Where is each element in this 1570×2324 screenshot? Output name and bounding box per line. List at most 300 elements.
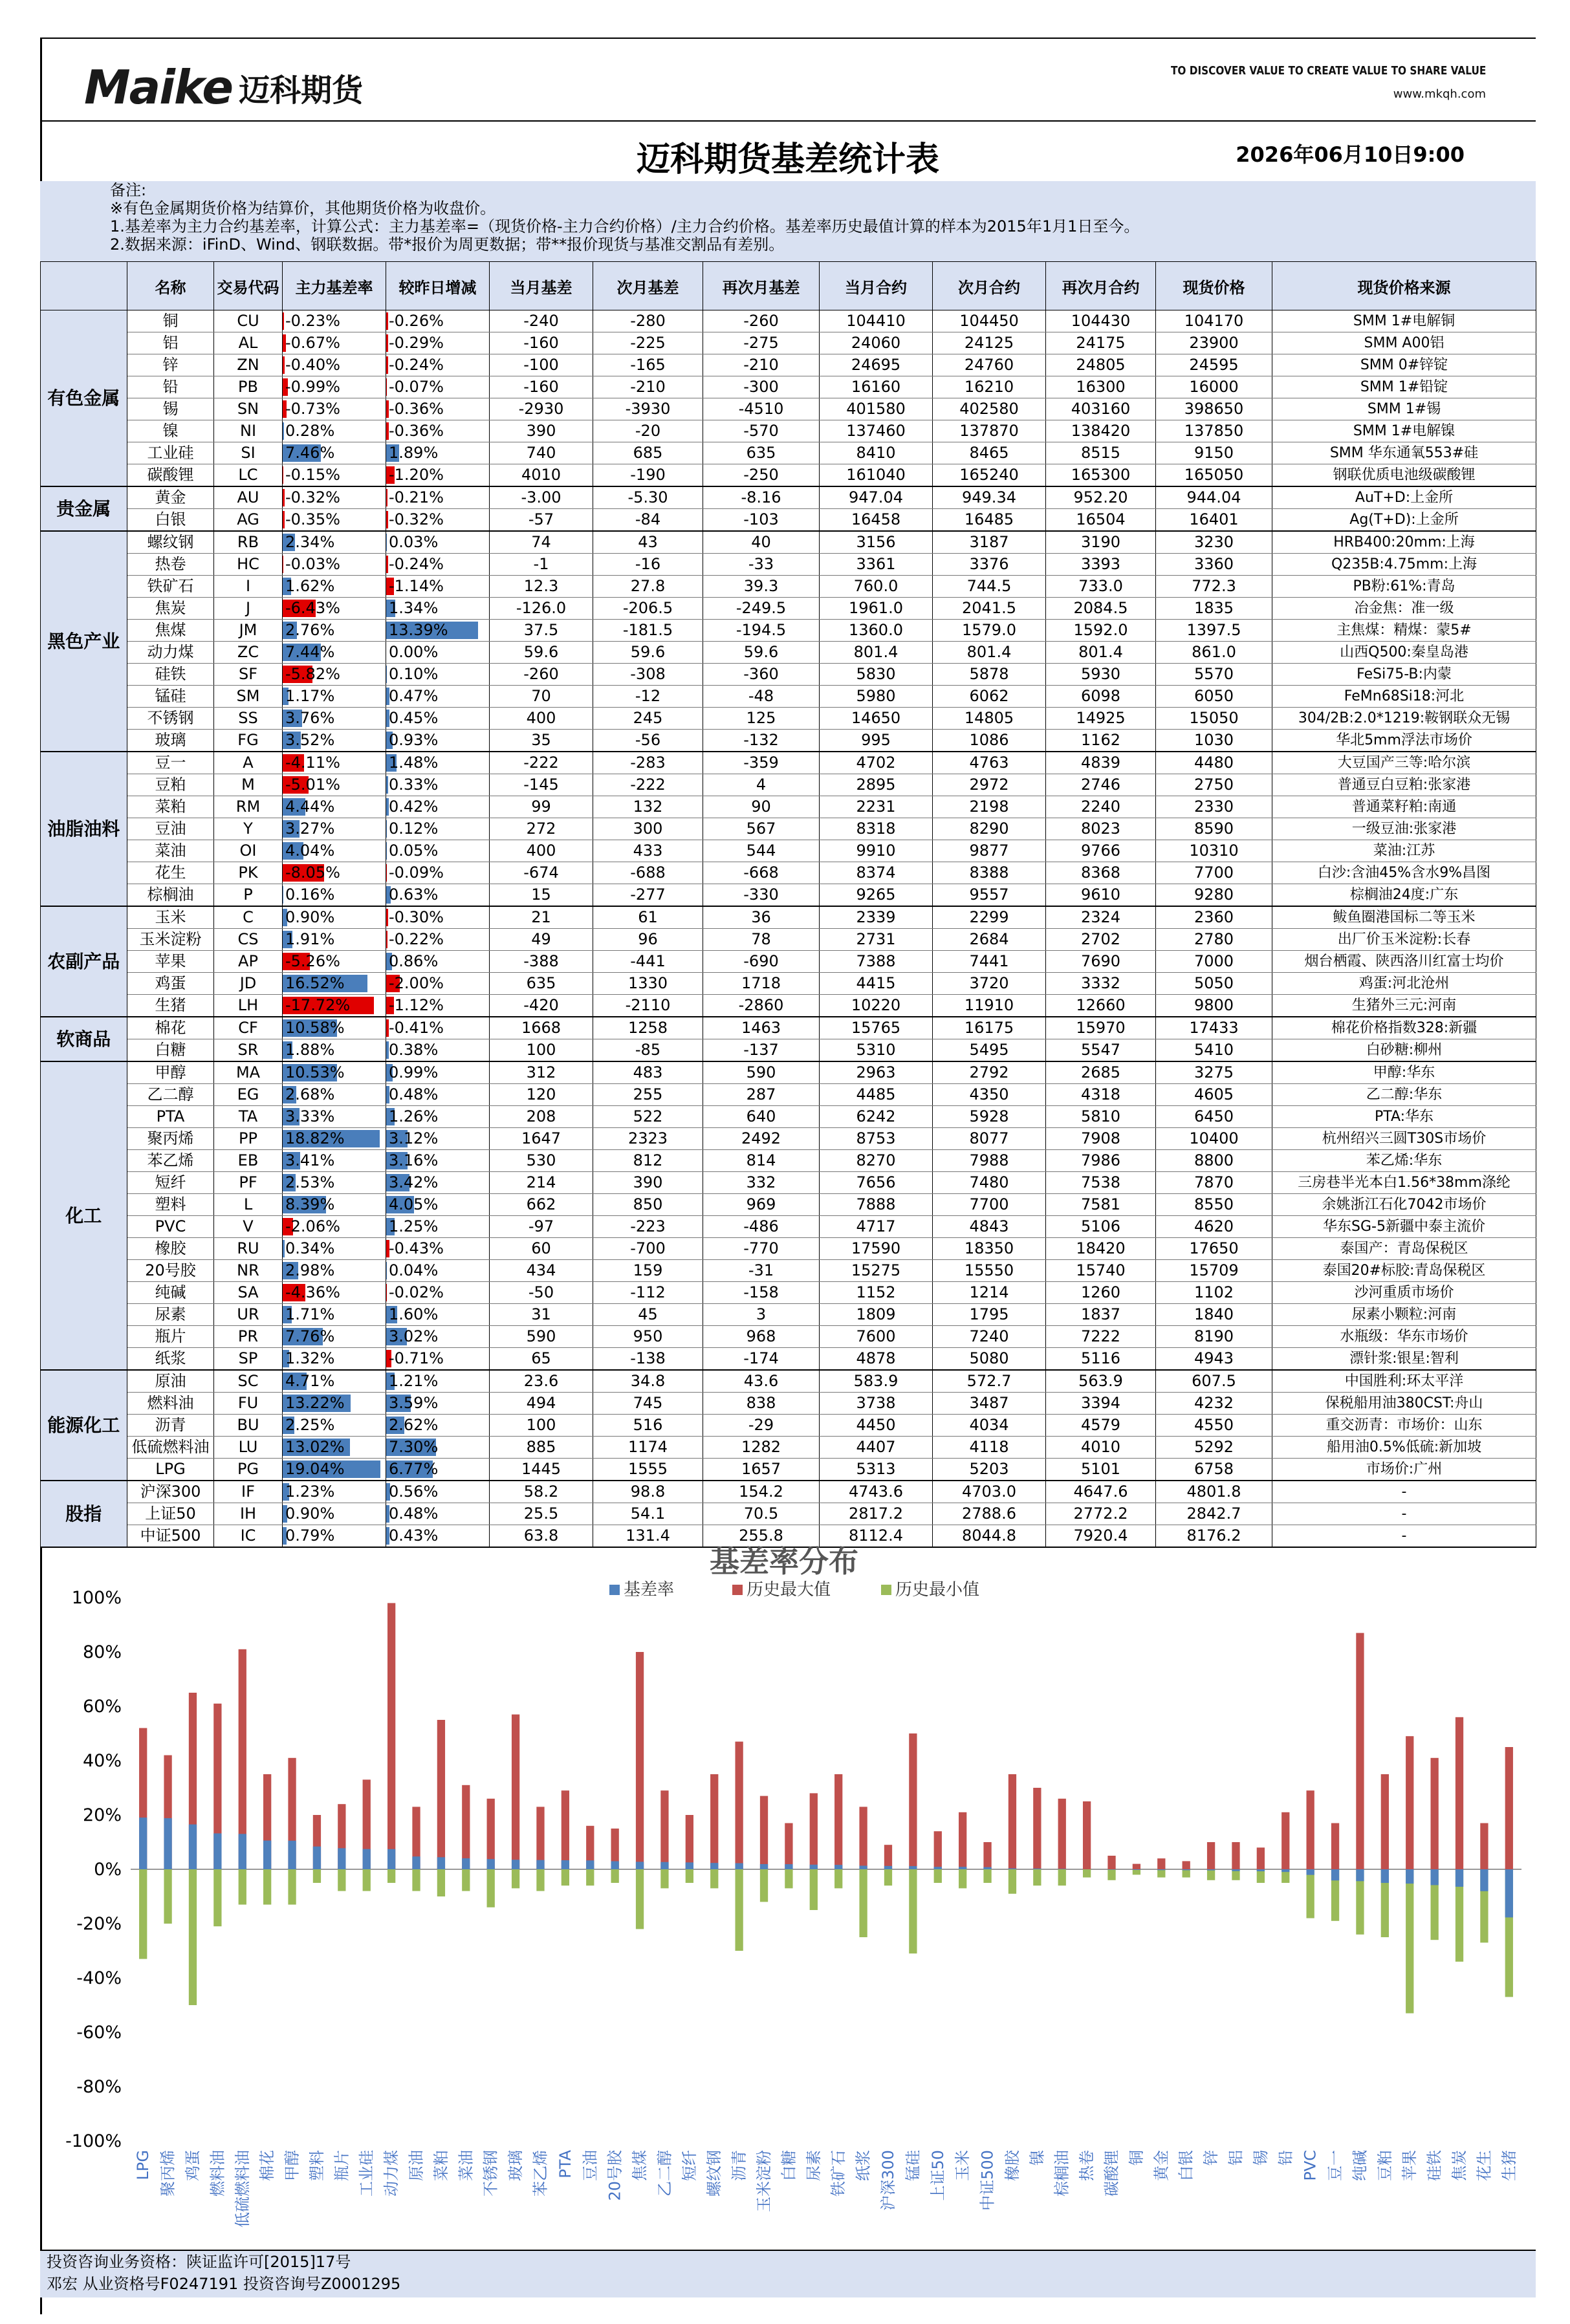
change-cell	[386, 774, 490, 796]
value-cell: 5570	[1156, 664, 1272, 686]
value-cell: 36	[703, 906, 820, 929]
source-cell: 泰国产：青岛保税区	[1272, 1238, 1536, 1260]
bar-basis-rate	[785, 1864, 792, 1869]
value-cell: 7388	[820, 951, 933, 973]
code-cell: FU	[214, 1393, 283, 1415]
data-bar	[283, 489, 285, 506]
value-cell: 8368	[1046, 862, 1156, 884]
table-row	[41, 420, 1536, 442]
value-cell: 21	[490, 906, 593, 929]
change-cell	[386, 708, 490, 730]
value-cell: 2330	[1156, 796, 1272, 818]
cell-value: 0.00%	[389, 643, 439, 661]
value-cell: 640	[703, 1106, 820, 1128]
cell-value: 7.44%	[285, 643, 335, 661]
bar-basis-rate	[1456, 1869, 1463, 1887]
value-cell: -29	[703, 1415, 820, 1437]
source-cell: 出厂价玉米淀粉:长春	[1272, 929, 1536, 951]
change-cell	[386, 1172, 490, 1194]
cell-value: -0.99%	[285, 378, 340, 396]
bar-basis-rate	[760, 1864, 768, 1869]
bar-hist-min	[686, 1869, 693, 1883]
change-cell	[386, 1084, 490, 1106]
cell-value: 16.52%	[285, 974, 345, 992]
value-cell: -190	[593, 464, 703, 487]
cell-value: -0.02%	[389, 1283, 444, 1301]
x-tick-label: 玻璃	[507, 2150, 525, 2181]
bar-hist-min	[884, 1869, 892, 1885]
cell-value: 1.91%	[285, 930, 335, 948]
source-cell: 华东SG-5新疆中泰主流价	[1272, 1216, 1536, 1238]
source-cell: 冶金焦：准一级	[1272, 598, 1536, 620]
bar-hist-max	[1480, 1823, 1488, 1869]
x-tick-label: 锡	[1251, 2150, 1270, 2166]
name-cell: 菜粕	[127, 796, 214, 818]
value-cell: 2492	[703, 1128, 820, 1150]
cell-value: 7.30%	[389, 1438, 439, 1456]
code-cell: PK	[214, 862, 283, 884]
value-cell: 6098	[1046, 686, 1156, 708]
source-cell: 304/2B:2.0*1219:鞍钢联众无锡	[1272, 708, 1536, 730]
value-cell: 4605	[1156, 1084, 1272, 1106]
value-cell: 24595	[1156, 354, 1272, 376]
value-cell: 17650	[1156, 1238, 1272, 1260]
name-cell: 焦炭	[127, 598, 214, 620]
code-cell: EG	[214, 1084, 283, 1106]
source-cell: AuT+D:上金所	[1272, 486, 1536, 509]
name-cell: 菜油	[127, 840, 214, 862]
bar-hist-min	[834, 1869, 842, 1888]
name-cell: 生猪	[127, 995, 214, 1017]
bar-hist-min	[561, 1869, 569, 1885]
value-cell: 1463	[703, 1017, 820, 1039]
value-cell: 24060	[820, 332, 933, 354]
basis-rate-cell	[283, 730, 386, 752]
cell-value: -0.03%	[285, 555, 340, 573]
bar-hist-max	[1257, 1847, 1265, 1869]
basis-rate-cell	[283, 1039, 386, 1062]
value-cell: 96	[593, 929, 703, 951]
value-cell: 9910	[820, 840, 933, 862]
value-cell: 2041.5	[933, 598, 1046, 620]
value-cell: 1647	[490, 1128, 593, 1150]
value-cell: 1282	[703, 1437, 820, 1459]
bar-hist-min	[1058, 1869, 1066, 1885]
value-cell: 6062	[933, 686, 1046, 708]
value-cell: 5930	[1046, 664, 1156, 686]
x-tick-label: 碳酸锂	[1102, 2150, 1121, 2197]
value-cell: 4232	[1156, 1393, 1272, 1415]
value-cell: 214	[490, 1172, 593, 1194]
value-cell: 400	[490, 840, 593, 862]
table-row	[41, 576, 1536, 598]
legend-label: 历史最小值	[895, 1580, 980, 1600]
value-cell: 16485	[933, 509, 1046, 532]
code-cell: SC	[214, 1370, 283, 1393]
bar-hist-max	[1307, 1790, 1314, 1869]
x-tick-label: 热卷	[1078, 2150, 1096, 2181]
value-cell: 1360.0	[820, 620, 933, 642]
change-cell	[386, 1282, 490, 1304]
value-cell: 31	[490, 1304, 593, 1326]
basis-rate-cell	[283, 354, 386, 376]
bar-basis-rate	[288, 1841, 296, 1869]
table-header-row	[41, 262, 1536, 310]
y-tick-label: -40%	[76, 1968, 122, 1988]
cell-value: -5.82%	[285, 665, 340, 683]
change-cell	[386, 576, 490, 598]
x-tick-label: 花生	[1475, 2150, 1494, 2181]
basis-rate-cell	[283, 1194, 386, 1216]
x-tick-label: 螺纹钢	[705, 2150, 724, 2197]
cell-value: 3.59%	[389, 1394, 439, 1412]
basis-rate-cell	[283, 620, 386, 642]
bar-hist-max	[636, 1652, 644, 1869]
source-cell: 三房巷半光本白1.56*38mm涤纶	[1272, 1172, 1536, 1194]
name-cell: 锡	[127, 398, 214, 420]
x-tick-label: PVC	[1301, 2150, 1320, 2181]
basis-rate-cell	[283, 1437, 386, 1459]
x-tick-label: 焦煤	[631, 2150, 649, 2181]
name-cell: 硅铁	[127, 664, 214, 686]
cell-value: 0.04%	[389, 1261, 439, 1279]
change-cell	[386, 486, 490, 509]
note-line: 2.数据来源：iFinD、Wind、钢联数据。带*报价为周更数据；带**报价现货与基准交割品有差别。	[110, 235, 785, 254]
bar-basis-rate	[636, 1862, 644, 1869]
value-cell: 544	[703, 840, 820, 862]
value-cell: -160	[490, 332, 593, 354]
value-cell: -194.5	[703, 620, 820, 642]
value-cell: 7690	[1046, 951, 1156, 973]
cell-value: 1.21%	[389, 1372, 439, 1390]
value-cell: -570	[703, 420, 820, 442]
value-cell: 4350	[933, 1084, 1046, 1106]
value-cell: -160	[490, 376, 593, 398]
code-cell: SI	[214, 442, 283, 464]
value-cell: -360	[703, 664, 820, 686]
value-cell: 494	[490, 1393, 593, 1415]
bar-hist-max	[1331, 1823, 1339, 1869]
x-tick-label: 豆一	[1326, 2150, 1345, 2181]
value-cell: 90	[703, 796, 820, 818]
bar-hist-min	[164, 1869, 171, 1924]
bar-basis-rate	[611, 1861, 619, 1869]
value-cell: 3332	[1046, 973, 1156, 995]
name-cell: LPG	[127, 1459, 214, 1481]
value-cell: 24125	[933, 332, 1046, 354]
change-cell	[386, 1216, 490, 1238]
bar-basis-rate	[313, 1847, 321, 1869]
source-cell: SMM A00铝	[1272, 332, 1536, 354]
basis-rate-cell	[283, 1216, 386, 1238]
header-cell: 再次月合约	[1046, 262, 1156, 310]
code-cell: PG	[214, 1459, 283, 1481]
value-cell: 400	[490, 708, 593, 730]
value-cell: -100	[490, 354, 593, 376]
value-cell: -132	[703, 730, 820, 752]
value-cell: -668	[703, 862, 820, 884]
cell-value: 8.39%	[285, 1195, 335, 1213]
cell-value: -0.67%	[285, 334, 340, 352]
bar-basis-rate	[1281, 1869, 1289, 1872]
value-cell: 2323	[593, 1128, 703, 1150]
value-cell: 483	[593, 1061, 703, 1084]
x-tick-label: 锰硅	[904, 2150, 922, 2181]
legend-label: 基差率	[624, 1580, 675, 1600]
value-cell: -308	[593, 664, 703, 686]
bar-hist-max	[487, 1799, 495, 1869]
change-cell	[386, 840, 490, 862]
value-cell: 16300	[1046, 376, 1156, 398]
value-cell: 2842.7	[1156, 1503, 1272, 1525]
table-row	[41, 906, 1536, 929]
data-bar	[283, 356, 285, 374]
basis-rate-cell	[283, 642, 386, 664]
value-cell: -250	[703, 464, 820, 487]
change-cell	[386, 752, 490, 774]
page-title: 迈科期货基差统计表	[636, 140, 939, 179]
value-cell: 16175	[933, 1017, 1046, 1039]
bar-basis-rate	[338, 1848, 345, 1869]
table-row	[41, 1304, 1536, 1326]
x-tick-label: 铁矿石	[829, 2150, 848, 2197]
value-cell: 9265	[820, 884, 933, 907]
table-row	[41, 354, 1536, 376]
bar-basis-rate	[735, 1863, 743, 1869]
name-cell: 苯乙烯	[127, 1150, 214, 1172]
code-cell: HC	[214, 554, 283, 576]
value-cell: 7870	[1156, 1172, 1272, 1194]
source-cell: 中国胜利:环太平洋	[1272, 1370, 1536, 1393]
bar-hist-max	[1058, 1799, 1066, 1869]
cell-value: 1.32%	[285, 1349, 335, 1367]
value-cell: 104170	[1156, 310, 1272, 332]
value-cell: 12660	[1046, 995, 1156, 1017]
cell-value: 2.68%	[285, 1085, 335, 1103]
value-cell: 23.6	[490, 1370, 593, 1393]
code-cell: SR	[214, 1039, 283, 1062]
change-cell	[386, 818, 490, 840]
cell-value: -1.12%	[389, 996, 444, 1014]
change-cell	[386, 862, 490, 884]
bar-basis-rate	[983, 1867, 991, 1869]
table-row	[41, 1393, 1536, 1415]
value-cell: 332	[703, 1172, 820, 1194]
bar-hist-min	[462, 1869, 470, 1891]
value-cell: 27.8	[593, 576, 703, 598]
bar-basis-rate	[1480, 1869, 1488, 1891]
value-cell: 8388	[933, 862, 1046, 884]
value-cell: 2240	[1046, 796, 1156, 818]
value-cell: 5080	[933, 1348, 1046, 1371]
value-cell: 2963	[820, 1061, 933, 1084]
value-cell: 2231	[820, 796, 933, 818]
basis-rate-cell	[283, 376, 386, 398]
note-line: ※有色金属期货价格为结算价，其他期货价格为收盘价。	[110, 199, 496, 217]
table-row	[41, 1326, 1536, 1348]
cell-value: 0.38%	[389, 1041, 439, 1059]
bar-hist-max	[1207, 1842, 1215, 1869]
bar-basis-rate	[859, 1865, 867, 1869]
code-cell: SF	[214, 664, 283, 686]
value-cell: 4717	[820, 1216, 933, 1238]
value-cell: 801.4	[1046, 642, 1156, 664]
value-cell: 812	[593, 1150, 703, 1172]
value-cell: 161040	[820, 464, 933, 487]
cell-value: -0.36%	[389, 400, 444, 418]
name-cell: 白银	[127, 509, 214, 532]
value-cell: 7000	[1156, 951, 1272, 973]
value-cell: 2746	[1046, 774, 1156, 796]
value-cell: -158	[703, 1282, 820, 1304]
bar-hist-max	[760, 1796, 768, 1869]
basis-rate-cell	[283, 442, 386, 464]
brand-wordmark: Maike	[84, 60, 233, 114]
bar-hist-min	[387, 1869, 395, 1883]
basis-rate-cell	[283, 464, 386, 487]
name-cell: 动力煤	[127, 642, 214, 664]
table-row	[41, 973, 1536, 995]
value-cell: 1445	[490, 1459, 593, 1481]
value-cell: 5928	[933, 1106, 1046, 1128]
note-line: 备注:	[110, 181, 147, 199]
bar-basis-rate	[1430, 1869, 1438, 1885]
value-cell: 8550	[1156, 1194, 1272, 1216]
code-cell: PF	[214, 1172, 283, 1194]
x-tick-label: 乙二醇	[655, 2150, 674, 2197]
bar-basis-rate	[512, 1860, 519, 1869]
value-cell: 1162	[1046, 730, 1156, 752]
value-cell: 18420	[1046, 1238, 1156, 1260]
basis-rate-cell	[283, 995, 386, 1017]
value-cell: 12.3	[490, 576, 593, 598]
table-row	[41, 1150, 1536, 1172]
value-cell: 801.4	[820, 642, 933, 664]
basis-rate-cell	[283, 884, 386, 907]
header-cell: 次月基差	[593, 262, 703, 310]
header-cell: 当月合约	[820, 262, 933, 310]
data-bar	[386, 312, 388, 330]
x-tick-label: 苯乙烯	[531, 2150, 550, 2197]
table-row	[41, 1106, 1536, 1128]
table-row	[41, 951, 1536, 973]
value-cell: 35	[490, 730, 593, 752]
basis-rate-cell	[283, 1172, 386, 1194]
value-cell: -5.30	[593, 486, 703, 509]
bar-hist-max	[959, 1812, 966, 1869]
x-tick-label: 铝	[1227, 2150, 1245, 2166]
bar-basis-rate	[387, 1849, 395, 1869]
cell-value: 0.42%	[389, 798, 439, 816]
basis-rate-cell	[283, 1348, 386, 1371]
value-cell: -56	[593, 730, 703, 752]
cell-value: 2.34%	[285, 533, 335, 551]
table-row	[41, 1348, 1536, 1371]
cell-value: 0.79%	[285, 1526, 335, 1545]
legend-swatch	[881, 1585, 891, 1595]
table-row	[41, 531, 1536, 554]
bar-hist-max	[1133, 1864, 1140, 1869]
bar-hist-min	[288, 1869, 296, 1905]
value-cell: 838	[703, 1393, 820, 1415]
value-cell: 37.5	[490, 620, 593, 642]
name-cell: 铅	[127, 376, 214, 398]
value-cell: -112	[593, 1282, 703, 1304]
value-cell: 61	[593, 906, 703, 929]
value-cell: 9877	[933, 840, 1046, 862]
cell-value: 4.04%	[285, 842, 335, 860]
x-tick-label: 塑料	[307, 2150, 326, 2181]
bar-hist-min	[1183, 1869, 1190, 1878]
bar-hist-min	[1009, 1869, 1016, 1894]
bar-hist-min	[636, 1869, 644, 1929]
change-cell	[386, 620, 490, 642]
value-cell: -277	[593, 884, 703, 907]
cell-value: 3.27%	[285, 820, 335, 838]
cell-value: 0.28%	[285, 422, 335, 440]
bar-hist-max	[1356, 1633, 1364, 1869]
source-cell: 菜油:江苏	[1272, 840, 1536, 862]
change-cell	[386, 354, 490, 376]
change-cell	[386, 906, 490, 929]
table-row	[41, 642, 1536, 664]
name-cell: 碳酸锂	[127, 464, 214, 487]
bar-hist-min	[611, 1869, 619, 1883]
value-cell: 850	[593, 1194, 703, 1216]
value-cell: -48	[703, 686, 820, 708]
value-cell: 516	[593, 1415, 703, 1437]
value-cell: 49	[490, 929, 593, 951]
cell-value: 13.39%	[389, 621, 448, 639]
x-tick-label: 上证50	[928, 2150, 947, 2201]
value-cell: 590	[490, 1326, 593, 1348]
x-tick-label: 尿素	[804, 2150, 823, 2181]
x-tick-label: 豆油	[581, 2150, 600, 2181]
value-cell: 5547	[1046, 1039, 1156, 1062]
x-tick-label: PTA	[556, 2150, 574, 2178]
bar-hist-min	[412, 1869, 420, 1891]
x-tick-label: 橡胶	[1003, 2150, 1021, 2181]
value-cell: 4943	[1156, 1348, 1272, 1371]
cell-value: 0.43%	[389, 1526, 439, 1545]
table-row	[41, 1039, 1536, 1062]
bar-basis-rate	[934, 1867, 942, 1869]
table-row	[41, 1216, 1536, 1238]
change-cell	[386, 686, 490, 708]
source-cell: 华北5mm浮法市场价	[1272, 730, 1536, 752]
cell-value: 0.48%	[389, 1085, 439, 1103]
change-cell	[386, 1415, 490, 1437]
bar-hist-max	[536, 1807, 544, 1869]
name-cell: 尿素	[127, 1304, 214, 1326]
code-cell: EB	[214, 1150, 283, 1172]
bar-hist-min	[959, 1869, 966, 1888]
value-cell: 3156	[820, 531, 933, 554]
table-row	[41, 730, 1536, 752]
header-group	[41, 262, 127, 310]
value-cell: 4702	[820, 752, 933, 774]
code-cell: RB	[214, 531, 283, 554]
cell-value: -1.20%	[389, 466, 444, 484]
source-cell: 棉花价格指数328:新疆	[1272, 1017, 1536, 1039]
cell-value: 3.33%	[285, 1107, 335, 1125]
x-tick-label: 沥青	[730, 2150, 748, 2181]
source-cell: 棕榈油24度:广东	[1272, 884, 1536, 907]
website-link[interactable]: www.mkqh.com	[1393, 87, 1486, 101]
value-cell: 78	[703, 929, 820, 951]
change-cell	[386, 884, 490, 907]
x-tick-label: 中证500	[978, 2150, 997, 2211]
